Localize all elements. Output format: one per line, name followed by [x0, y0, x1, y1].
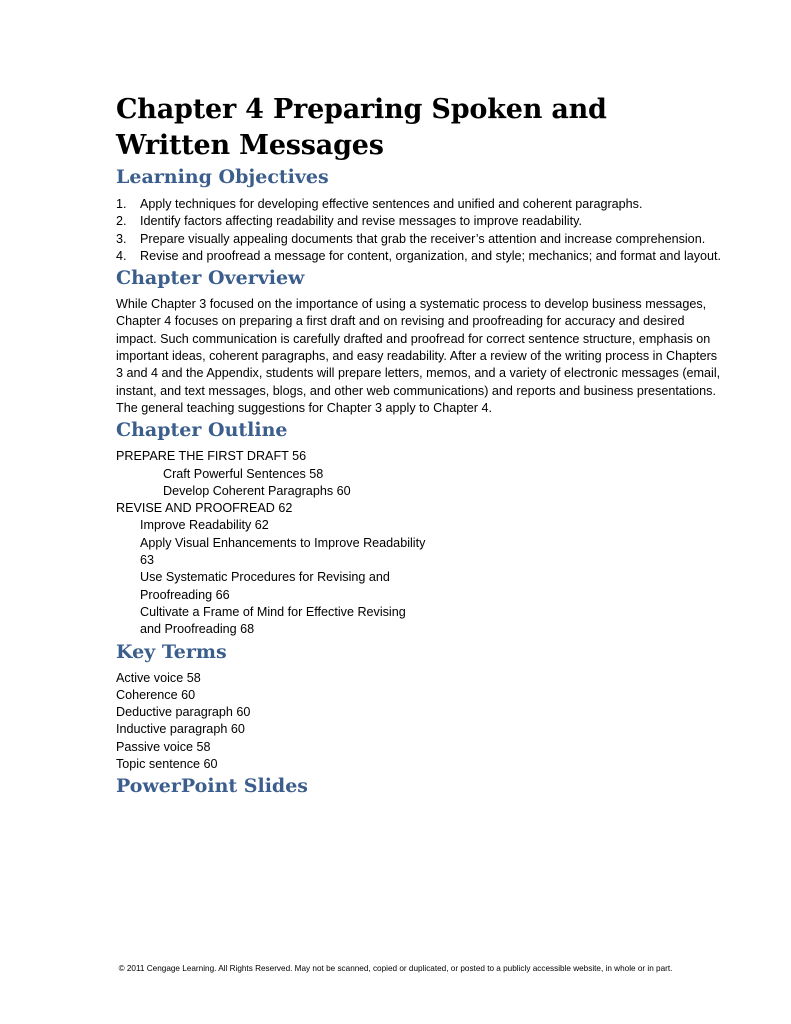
outline-item: Apply Visual Enhancements to Improve Readability 63	[140, 535, 426, 568]
objective-text: Identify factors affecting readability and revise messages to improve readability.	[140, 214, 582, 229]
chapter-overview-paragraph: While Chapter 3 focused on the importance of using a systematic process to develop business messages, Chapter 4 focuses on preparing a first draft and on revising and proofreading for accuracy and desired impact. Such communication is carefully drafted and proofread for correct sentence structure, emphasis on important ideas, coherent paragraphs, and easy readability. After a review of the writing process in Chapters 3 and 4 and the Appendix, students will prepare letters, memos, and a variety of electronic messages (email, instant, and text messages, blogs, and other web communications) and reports and business presentations. The general teaching suggestions for Chapter 3 apply to Chapter 4.	[116, 297, 721, 415]
objective-number: 1.	[116, 197, 127, 211]
learning-objectives-heading: Learning Objectives	[116, 166, 329, 188]
key-terms-heading: Key Terms	[116, 640, 227, 663]
key-term-item: Passive voice 58	[116, 739, 211, 754]
objective-item	[116, 213, 726, 230]
outline-item: Craft Powerful Sentences 58	[163, 466, 324, 481]
key-term-item: Topic sentence 60	[116, 757, 218, 772]
outline-item: Develop Coherent Paragraphs 60	[163, 483, 351, 498]
objective-text: Apply techniques for developing effective sentences and unified and coherent paragraphs.	[140, 197, 643, 211]
objective-number: 2.	[116, 214, 127, 229]
copyright-footer: © 2011 Cengage Learning. All Rights Reserved. May not be scanned, copied or duplicated, or posted to a publicly accessible website, in whole or in part.	[118, 964, 673, 973]
objective-item	[116, 231, 726, 248]
outline-item: REVISE AND PROOFREAD 62	[116, 501, 293, 516]
objective-number: 4.	[116, 248, 127, 263]
key-term-item: Coherence 60	[116, 687, 196, 702]
outline-item: Cultivate a Frame of Mind for Effective Revising and Proofreading 68	[140, 604, 406, 637]
outline-item: Use Systematic Procedures for Revising and Proofreading 66	[140, 570, 390, 602]
key-term-item: Active voice 58	[116, 670, 201, 685]
outline-item: Improve Readability 62	[140, 518, 269, 533]
chapter-outline-heading: Chapter Outline	[116, 419, 288, 442]
key-term-item: Inductive paragraph 60	[116, 722, 245, 737]
objective-text: Prepare visually appealing documents that grab the receiver’s attention and increase comprehension.	[140, 231, 706, 246]
objective-item	[116, 248, 726, 265]
objective-item	[116, 196, 726, 213]
outline-item: PREPARE THE FIRST DRAFT 56	[116, 449, 307, 464]
chapter-outline-list	[116, 448, 726, 638]
chapter-title: Chapter 4 Preparing Spoken and Written Messages	[116, 94, 607, 161]
document-body	[116, 92, 726, 799]
powerpoint-slides-heading: PowerPoint Slides	[116, 775, 309, 798]
objective-text: Revise and proofread a message for content, organization, and style; mechanics; and format and layout.	[140, 248, 722, 263]
chapter-overview-heading: Chapter Overview	[116, 267, 305, 290]
key-term-item: Deductive paragraph 60	[116, 705, 251, 720]
learning-objectives-list	[116, 196, 726, 265]
key-terms-list	[116, 670, 726, 774]
objective-number: 3.	[116, 231, 127, 246]
